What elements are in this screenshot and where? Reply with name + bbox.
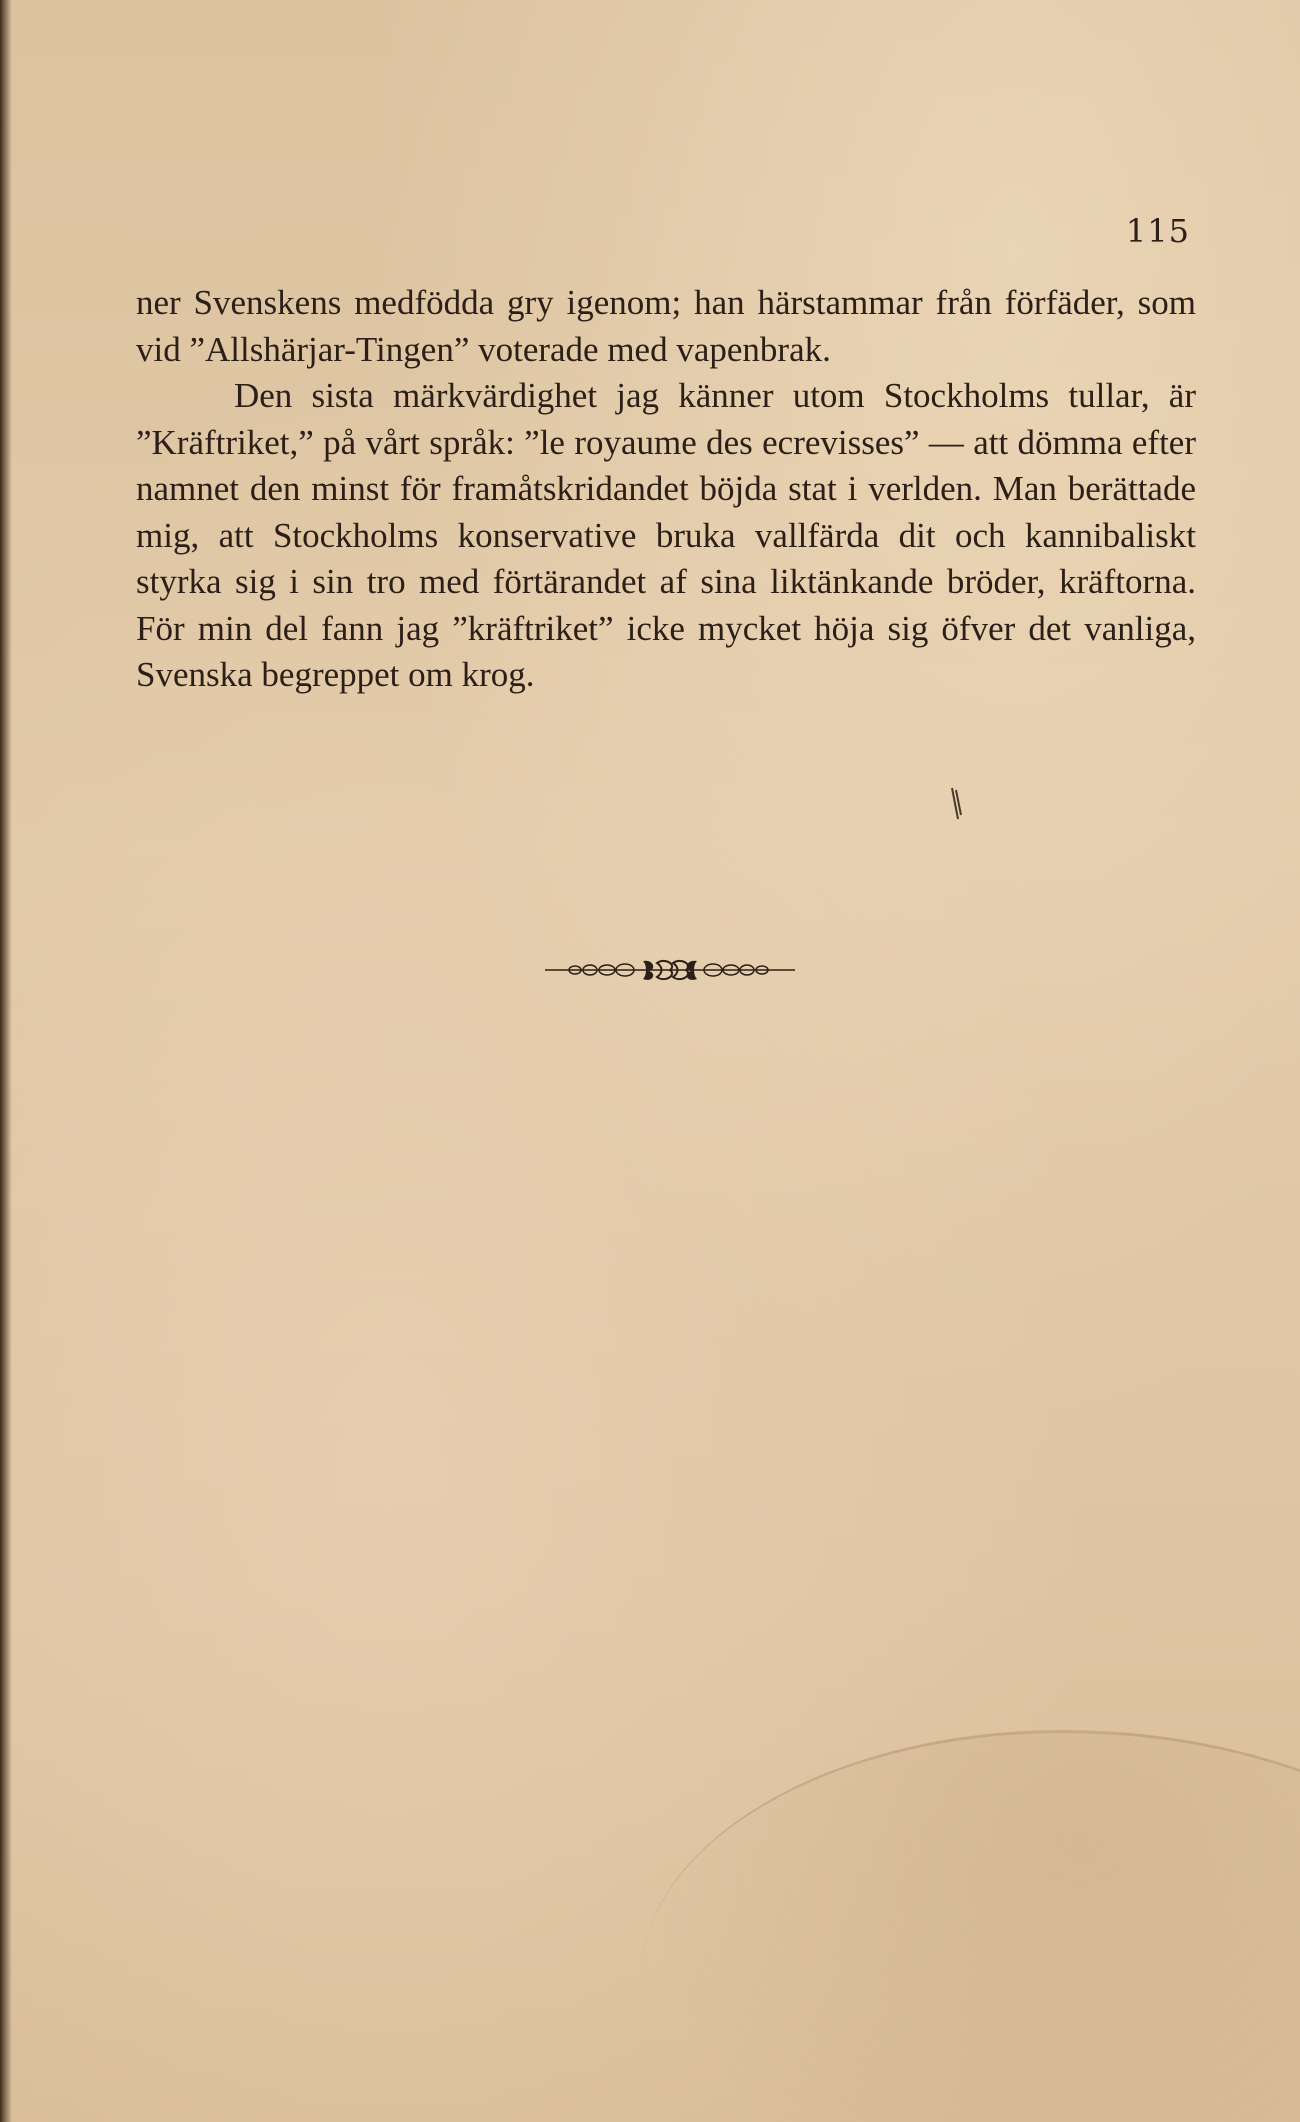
pencil-mark bbox=[948, 785, 968, 825]
page-binding-edge bbox=[0, 0, 12, 2122]
page-number: 115 bbox=[1125, 212, 1190, 250]
decorative-fleuron-divider-icon bbox=[545, 955, 795, 985]
paragraph-continuation: ner Svenskens medfödda gry igenom; han härstammar från förfäder, som vid ”Allshärjar-Tingen” voterade med vapenbrak. bbox=[136, 283, 1196, 369]
paragraph-kraftriket: Den sista märkvärdighet jag känner utom Stockholms tullar, är ”Kräftriket,” på vårt språk: ”le royaume des ecrevisses” — att dömma efter namnet den minst för framåtskridandet böjda stat i verlden. Man berättade mig, att Stockholms konservative bruka vallfärda dit och kannibaliskt styrka sig i sin tro med förtärandet af sina liktänkande bröder, kräftorna. För min del fann jag ”kräftriket” icke mycket höja sig öfver det vanliga, Svenska begreppet om krog. bbox=[136, 376, 1196, 694]
water-stain bbox=[640, 1730, 1300, 2122]
body-text bbox=[136, 280, 1196, 699]
